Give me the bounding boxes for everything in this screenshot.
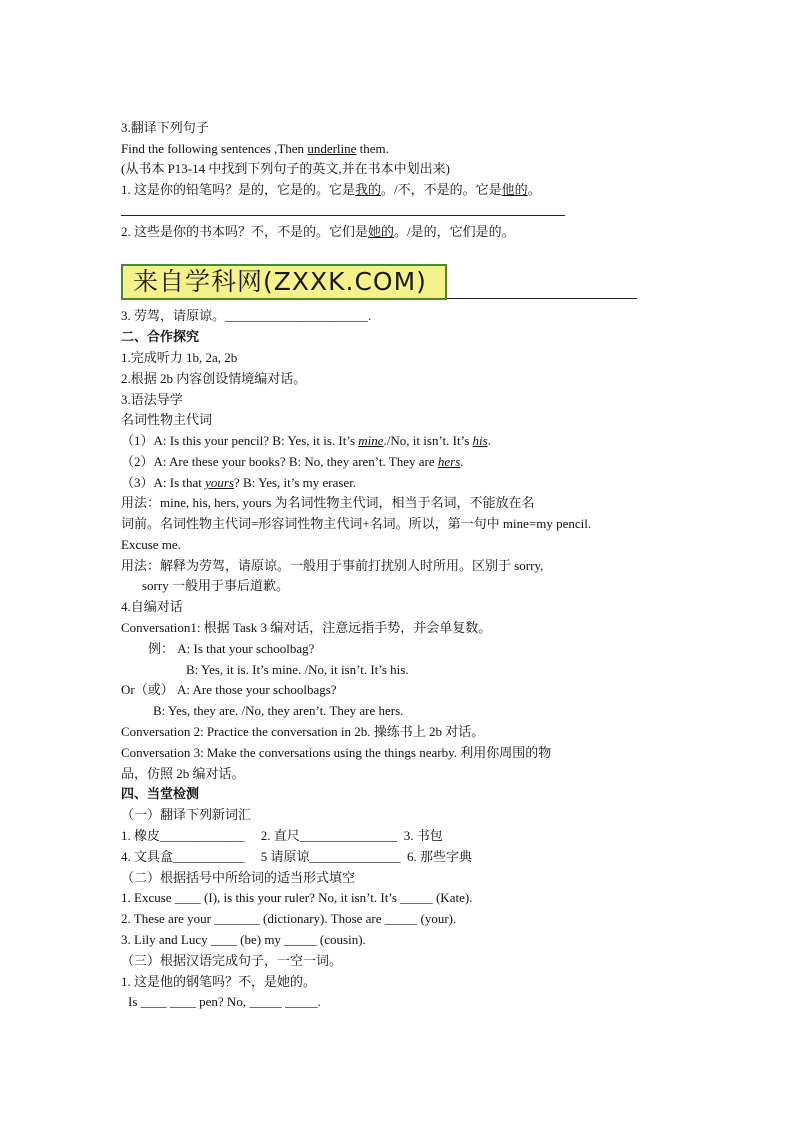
part4-heading: 四、当堂检测 — [121, 786, 200, 801]
task-1: 1.完成听力 1b, 2a, 2b — [121, 350, 238, 365]
conversation-1: Conversation1: 根据 Task 3 编对话，注意远指手势，并会单复数。 — [121, 620, 492, 635]
grammar-subtitle: 名词性物主代词 — [121, 412, 213, 427]
excuse-me: Excuse me. — [121, 537, 181, 552]
fill-1: 1. Excuse ____ (I), is this your ruler? No, it isn’t. It’s _____ (Kate). — [121, 890, 473, 905]
usage-1-line-2: 词前。名词性物主代词=形容词性物主代词+名词。所以，第一句中 mine=my pencil. — [121, 516, 592, 531]
example-1: （1）A: Is this your pencil? B: Yes, it is. It’s mine./No, it isn’t. It’s his. — [121, 433, 491, 448]
task-3: 3.语法导学 — [121, 392, 183, 407]
fill-2: 2. These are your _______ (dictionary). Those are _____ (your). — [121, 911, 457, 926]
example-2: （2）A: Are these your books? B: No, they aren’t. They are hers. — [121, 454, 464, 469]
answer-line-1 — [121, 215, 565, 216]
example-3: （3）A: Is that yours? B: Yes, it’s my eraser. — [121, 475, 357, 490]
or-dialog-b: B: Yes, they are. /No, they aren’t. They are hers. — [153, 703, 404, 718]
example-dialog-a: 例： A: Is that your schoolbag? — [148, 641, 315, 656]
complete-1-english: Is ____ ____ pen? No, _____ _____. — [128, 994, 321, 1009]
instruction-line: Find the following sentences ,Then underline them. — [121, 141, 389, 156]
answer-line-2 — [447, 298, 637, 299]
sentence-1: 1. 这是你的铅笔吗？是的，它是的。它是我的。/不，不是的。它是他的。 — [121, 182, 541, 197]
usage-1-line-1: 用法：mine, his, hers, yours 为名词性物主代词，相当于名词，不能放在名 — [121, 495, 535, 510]
watermark-logo: 来自学科网(ZXXK.COM) — [121, 264, 447, 300]
conversation-3-line-1: Conversation 3: Make the conversations using the things nearby. 利用你周围的物 — [121, 745, 552, 760]
complete-subtitle: （三）根据汉语完成句子，一空一词。 — [121, 953, 343, 968]
vocab-subtitle: （一）翻译下列新词汇 — [121, 807, 252, 822]
conversation-3-line-2: 品，仿照 2b 编对话。 — [121, 766, 245, 781]
vocab-row-2: 4. 文具盒___________ 5 请原谅______________ 6. 那些字典 — [121, 849, 473, 864]
section-title: 3.翻译下列句子 — [121, 120, 209, 135]
usage-2-line-1: 用法：解释为劳驾，请原谅。一般用于事前打扰别人时所用。区别于 sorry, — [121, 558, 544, 573]
vocab-row-1: 1. 橡皮_____________ 2. 直尺_______________ 3. 书包 — [121, 828, 443, 843]
sentence-2: 2. 这些是你的书本吗？不，不是的。它们是她的。/是的，它们是的。 — [121, 224, 515, 239]
fill-subtitle: （二）根据括号中所给词的适当形式填空 — [121, 870, 356, 885]
task-2: 2.根据 2b 内容创设情境编对话。 — [121, 371, 307, 386]
task-4: 4.自编对话 — [121, 599, 183, 614]
part2-heading: 二、合作探究 — [121, 329, 200, 344]
fill-3: 3. Lily and Lucy ____ (be) my _____ (cousin). — [121, 932, 366, 947]
usage-2-line-2: sorry 一般用于事后道歉。 — [142, 578, 289, 593]
example-dialog-b: B: Yes, it is. It’s mine. /No, it isn’t. It’s his. — [186, 662, 409, 677]
conversation-2: Conversation 2: Practice the conversation in 2b. 操练书上 2b 对话。 — [121, 724, 485, 739]
or-dialog-a: Or（或） A: Are those your schoolbags? — [121, 682, 337, 697]
sentence-3: 3. 劳驾，请原谅。______________________. — [121, 308, 372, 323]
complete-1: 1. 这是他的钢笔吗？不，是她的。 — [121, 974, 317, 989]
instruction-note: (从书本 P13-14 中找到下列句子的英文,并在书本中划出来) — [121, 161, 450, 176]
